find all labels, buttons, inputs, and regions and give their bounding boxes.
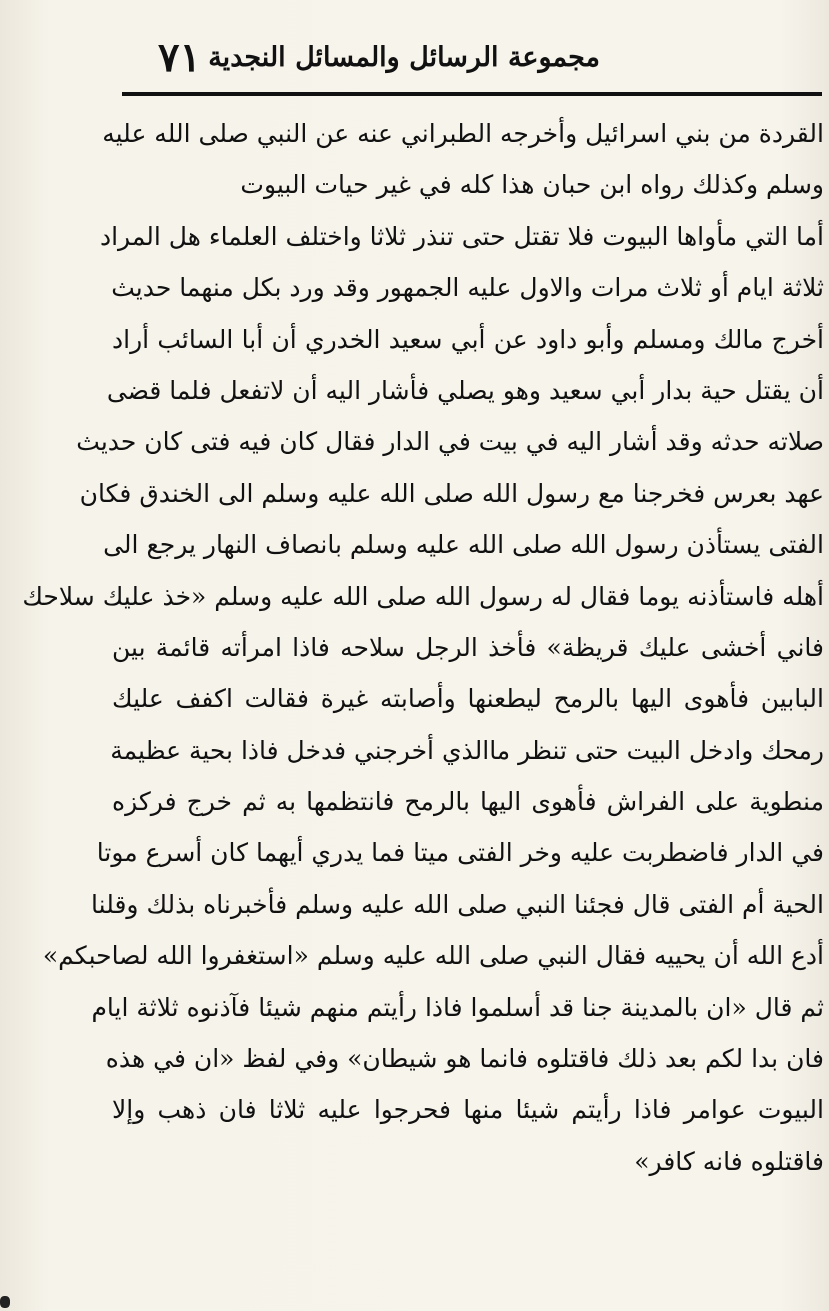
text-line: أهله فاستأذنه يوما فقال له رسول الله صلى الله عليه وسلم «خذ عليك سلاحك [22,581,824,611]
text-line: البابين فأهوى اليها بالرمح ليطعنها وأصابته غيرة فقالت اكفف عليك [112,684,824,714]
body-text [22,108,824,1187]
running-title: مجموعة الرسائل والمسائل النجدية [208,42,600,73]
page-header [120,28,820,90]
text-line: رمحك وادخل البيت حتى تنظر ماالذي أخرجني فدخل فاذا بحية عظيمة [110,735,824,765]
text-line: في الدار فاضطربت عليه وخر الفتى ميتا فما يدري أيهما كان أسرع موتا [96,838,824,868]
text-line: وسلم وكذلك رواه ابن حبان هذا كله في غير حيات البيوت [240,170,824,200]
text-line: فان بدا لكم بعد ذلك فاقتلوه فانما هو شيطان» وفي لفظ «ان في هذه [105,1044,824,1074]
text-line: الحية أم الفتى قال فجئنا النبي صلى الله عليه وسلم فأخبرناه بذلك وقلنا [91,889,824,919]
text-line: عهد بعرس فخرجنا مع رسول الله صلى الله عليه وسلم الى الخندق فكان [79,478,824,508]
text-line: أما التي مأواها البيوت فلا تقتل حتى تنذر ثلاثا واختلف العلماء هل المراد [99,221,824,251]
text-line: القردة من بني اسرائيل وأخرجه الطبراني عنه عن النبي صلى الله عليه [102,119,824,148]
header-rule [122,92,822,96]
page-number: ٧١ [158,34,201,81]
text-line: منطوية على الفراش فأهوى اليها بالرمح فانتظمها به ثم خرج فركزه [112,787,824,817]
text-line: ثلاثة ايام أو ثلاث مرات والاول عليه الجمهور وقد ورد بكل منهما حديث [111,273,824,303]
text-line: أدع الله أن يحييه فقال النبي صلى الله عليه وسلم «استغفروا الله لصاحبكم» [42,941,824,971]
text-line: أخرج مالك ومسلم وأبو داود عن أبي سعيد الخدري أن أبا السائب أراد [112,324,824,354]
text-line: فاقتلوه فانه كافر» [634,1146,824,1176]
scan-speck [0,1296,10,1308]
text-line: صلاته حدثه وقد أشار اليه في بيت في الدار فقال كان فيه فتى كان حديث [76,427,824,457]
text-line: أن يقتل حية بدار أبي سعيد وهو يصلي فأشار اليه أن لاتفعل فلما قضى [106,375,824,405]
text-line: البيوت عوامر فاذا رأيتم شيئا منها فحرجوا عليه ثلاثا فان ذهب وإلا [112,1095,824,1125]
text-line: الفتى يستأذن رسول الله صلى الله عليه وسلم بانصاف النهار يرجع الى [103,530,824,560]
text-line: ثم قال «ان بالمدينة جنا قد أسلموا فاذا رأيتم منهم شيئا فآذنوه ثلاثة ايام [91,992,824,1022]
text-line: فاني أخشى عليك قريظة» فأخذ الرجل سلاحه فاذا امرأته قائمة بين [112,632,824,662]
